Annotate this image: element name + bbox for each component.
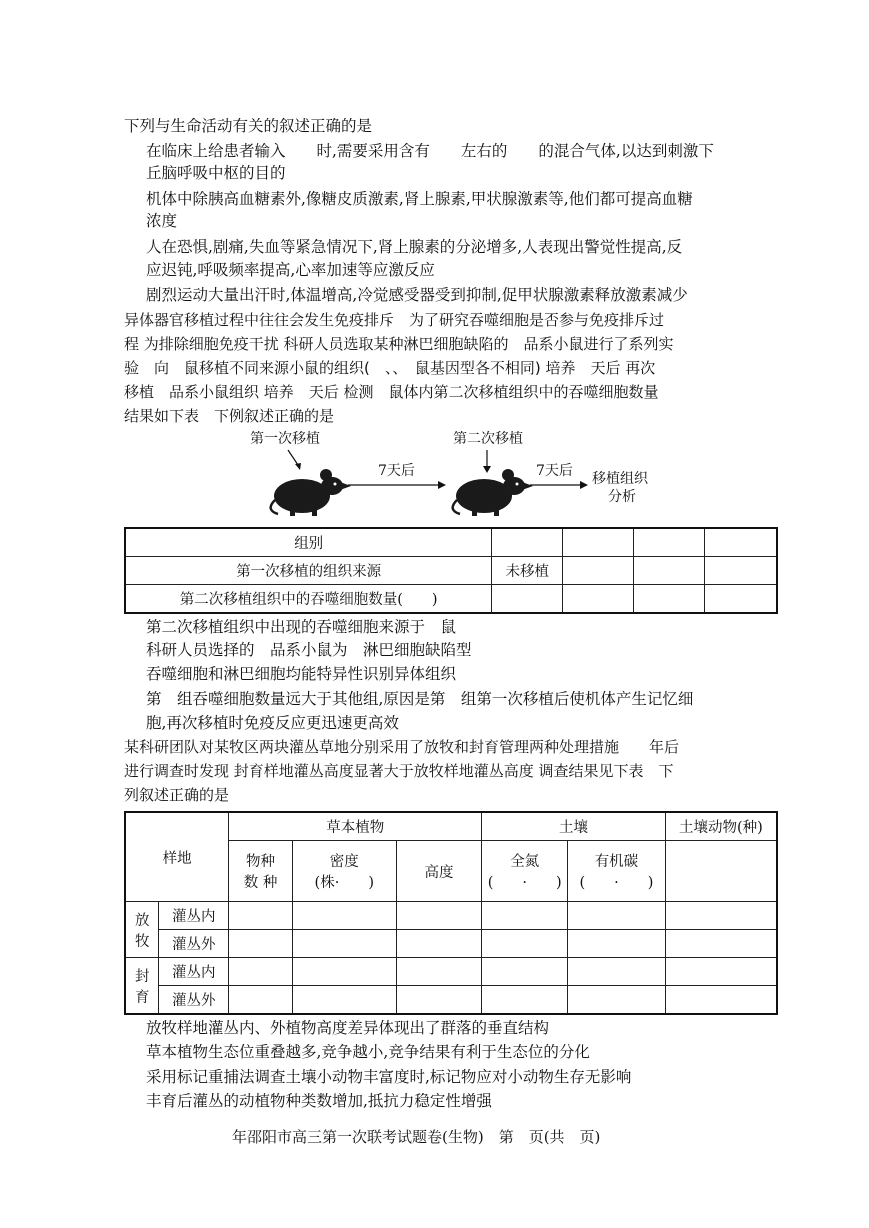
result-label-2: 分析 [608,489,636,505]
header-species: 物种 数 种 [229,841,293,902]
row-header-count: 第二次移植组织中的吞噬细胞数量( ) [125,585,492,614]
q1-option-c-line1: 人在恐惧,剧痛,失血等紧急情况下,肾上腺素的分泌增多,人表现出警觉性提高,反 [146,238,683,256]
q2-stem-line2: 程 为排除细胞免疫干扰 科研人员选取某种淋巴细胞缺陷的 品系小鼠进行了系列实 [124,335,674,353]
q2-stem-line1: 异体器官移植过程中往往会发生免疫排斥 为了研究吞噬细胞是否参与免疫排斥过 [124,311,665,329]
page-footer: 年邵阳市高三第一次联考试题卷(生物) 第 页(共 页) [232,1128,601,1146]
mouse-2-icon [453,469,533,516]
q2-option-b: 科研人员选择的 品系小鼠为 淋巴细胞缺陷型 [146,641,472,659]
q1-option-d: 剧烈运动大量出汗时,体温增高,冷觉感受器受到抑制,促甲状腺激素释放激素减少 [146,286,688,304]
q3-option-c: 采用标记重捕法调查土壤小动物丰富度时,标记物应对小动物生存无影响 [146,1068,632,1086]
q3-option-d: 丰育后灌丛的动植物种类数增加,抵抗力稳定性增强 [146,1092,492,1110]
q2-table [124,527,778,614]
row-header-group: 组别 [125,528,492,557]
q3-option-b: 草本植物生态位重叠越多,竞争越小,竞争结果有利于生态位的分化 [146,1043,590,1061]
inside-label: 灌丛内 [159,958,229,986]
q3-stem-line2: 进行调查时发现 封育样地灌丛高度显著大于放牧样地灌丛高度 调查结果见下表 下 [124,762,674,780]
row-header-source: 第一次移植的组织来源 [125,557,492,585]
q1-option-c-line2: 应迟钝,呼吸频率提高,心率加速等应激反应 [146,261,435,279]
cell-not-transplanted: 未移植 [492,557,563,585]
q2-option-d-line2: 胞,再次移植时免疫反应更迅速更高效 [146,714,399,732]
inside-label: 灌丛内 [159,902,229,930]
header-soil: 土壤 [482,812,666,841]
table-row [125,986,777,1015]
header-height: 高度 [396,841,482,902]
q2-option-d-line1: 第 组吞噬细胞数量远大于其他组,原因是第 组第一次移植后使机体产生记忆细 [146,690,694,708]
q1-option-a-line1: 在临床上给患者输入 时,需要采用含有 左右的 的混合气体,以达到刺激下 [146,142,714,160]
table-row [125,812,777,841]
mouse-1-icon [271,469,351,516]
header-sample: 样地 [125,812,229,902]
arrow2-label: 7天后 [536,463,573,479]
diagram-graphics [260,428,680,523]
q1-option-b-line2: 浓度 [146,212,178,230]
q1-option-b-line1: 机体中除胰高血糖素外,像糖皮质激素,肾上腺素,甲状腺激素等,他们都可提高血糖 [146,190,693,208]
q3-option-a: 放牧样地灌丛内、外植物高度差异体现出了群落的垂直结构 [146,1019,550,1037]
q1-option-a-line2: 丘脑呼吸中枢的目的 [146,164,286,182]
second-transplant-label: 第二次移植 [453,431,523,447]
arrow1-label: 7天后 [378,463,415,479]
header-carbon: 有机碳 ( · ) [568,841,666,902]
first-transplant-label: 第一次移植 [250,431,320,447]
outside-label: 灌丛外 [159,930,229,958]
table-row [125,902,777,930]
header-density: 密度 (株· ) [292,841,396,902]
header-herb: 草本植物 [229,812,482,841]
table-row [125,930,777,958]
q2-stem-line4: 移植 品系小鼠组织 培养 天后 检测 鼠体内第二次移植组织中的吞噬细胞数量 [124,383,659,401]
q1-stem: 下列与生命活动有关的叙述正确的是 [124,117,373,135]
header-nitrogen: 全氮 ( · ) [482,841,568,902]
table-row [125,585,777,614]
table-row [125,958,777,986]
header-soil-animal: 土壤动物(种) [665,812,777,841]
grazing-label: 放 牧 [125,902,159,958]
q2-option-a: 第二次移植组织中出现的吞噬细胞来源于 鼠 [146,618,457,636]
table-row [125,557,777,585]
transplant-diagram [250,428,680,523]
enclosure-label: 封 育 [125,958,159,1015]
q2-option-c: 吞噬细胞和淋巴细胞均能特异性识别异体组织 [146,665,457,683]
result-label-1: 移植组织 [592,471,648,487]
q2-stem-line3: 验 向 鼠移植不同来源小鼠的组织( 、、 鼠基因型各不相同) 培养 天后 再次 [124,359,656,377]
table-row [125,528,777,557]
q3-stem-line3: 列叙述正确的是 [124,786,230,804]
outside-label: 灌丛外 [159,986,229,1015]
q3-table [124,811,778,1015]
q2-stem-line5: 结果如下表 下例叙述正确的是 [124,407,335,425]
q3-stem-line1: 某科研团队对某牧区两块灌丛草地分别采用了放牧和封育管理两种处理措施 年后 [124,738,680,756]
